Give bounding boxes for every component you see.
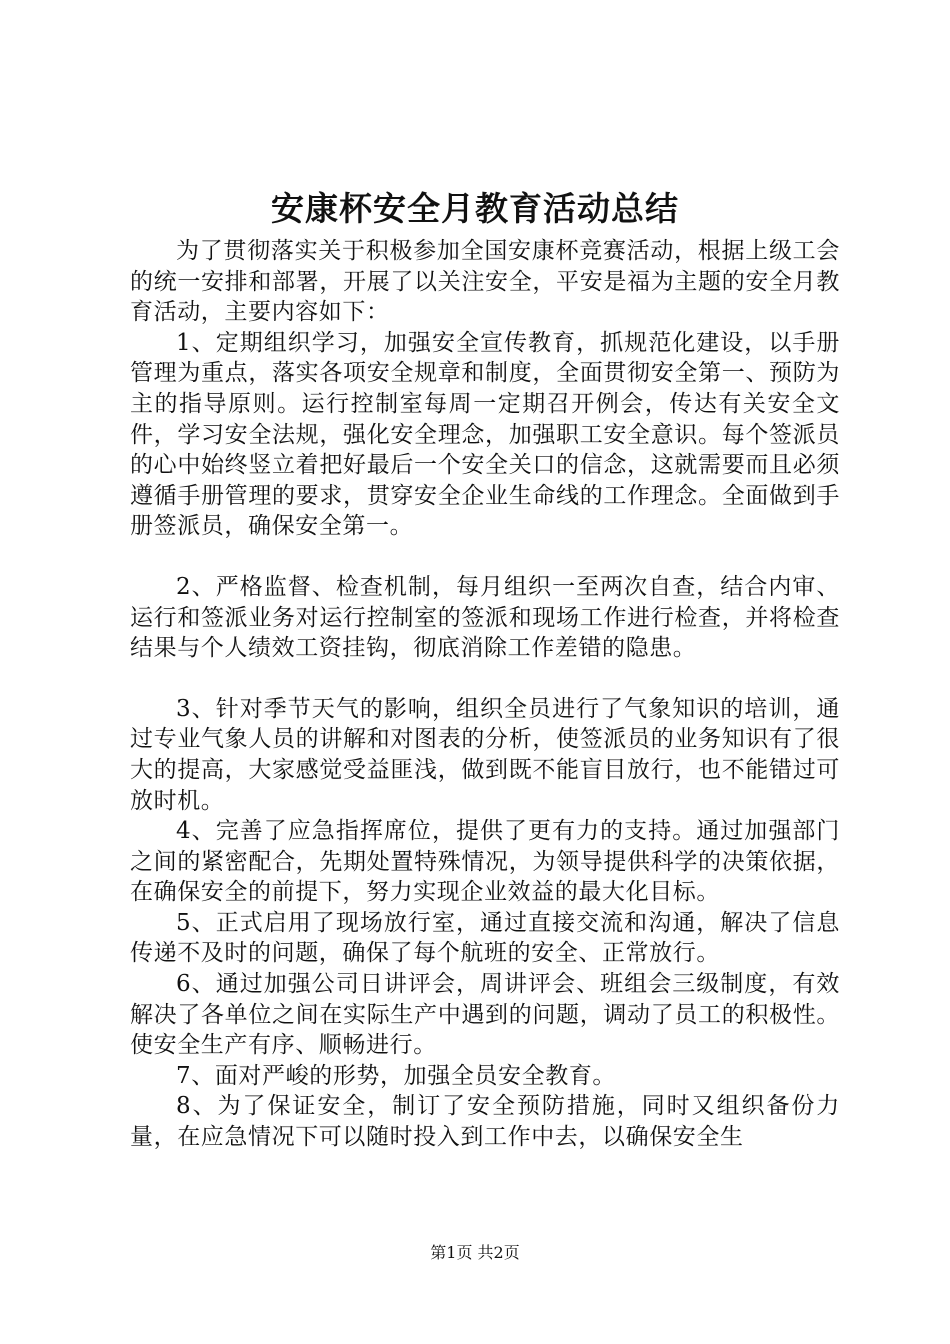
document-title: 安康杯安全月教育活动总结 bbox=[271, 189, 679, 228]
paragraph-item-7: 7、面对严峻的形势，加强全员安全教育。 bbox=[176, 1062, 617, 1089]
paragraph-item-2: 2、严格监督、检查机制，每月组织一至两次自查，结合内审、运行和签派业务对运行控制室的签派和现场工作进行检查，并将检查结果与个人绩效工资挂钩，彻底消除工作差错的隐患。 bbox=[130, 573, 840, 662]
paragraph-item-4: 4、完善了应急指挥席位，提供了更有力的支持。通过加强部门之间的紧密配合，先期处置特殊情况，为领导提供科学的决策依据，在确保安全的前提下，努力实现企业效益的最大化目标。 bbox=[130, 818, 840, 906]
paragraph-spacer bbox=[130, 664, 840, 694]
document-body bbox=[130, 236, 840, 1153]
page-number-footer: 第1页 共2页 bbox=[430, 1243, 520, 1262]
paragraph-item-5: 5、正式启用了现场放行室，通过直接交流和沟通，解决了信息传递不及时的问题，确保了每个航班的安全、正常放行。 bbox=[130, 909, 840, 967]
paragraph-item-6: 6、通过加强公司日讲评会，周讲评会、班组会三级制度，有效解决了各单位之间在实际生产中遇到的问题，调动了员工的积极性。使安全生产有序、顺畅进行。 bbox=[130, 971, 840, 1059]
paragraph-spacer bbox=[130, 542, 840, 572]
paragraph-item-1: 1、定期组织学习，加强安全宣传教育，抓规范化建设，以手册管理为重点，落实各项安全规章和制度，全面贯彻安全第一、预防为主的指导原则。运行控制室每周一定期召开例会，传达有关安全文件，学习安全法规，强化安全理念，加强职工安全意识。每个签派员的心中始终竖立着把好最后一个安全关口的信念，这就需要而且必须遵循手册管理的要求，贯穿安全企业生命线的工作理念。全面做到手册签派员，确保安全第一。 bbox=[130, 329, 840, 540]
intro-paragraph: 为了贯彻落实关于积极参加全国安康杯竞赛活动，根据上级工会的统一安排和部署，开展了以关注安全，平安是福为主题的安全月教育活动，主要内容如下： bbox=[130, 238, 840, 326]
paragraph-item-3: 3、针对季节天气的影响，组织全员进行了气象知识的培训，通过专业气象人员的讲解和对图表的分析，使签派员的业务知识有了很大的提高，大家感觉受益匪浅，做到既不能盲目放行，也不能错过可放时机。 bbox=[130, 695, 840, 814]
paragraph-item-8: 8、为了保证安全，制订了安全预防措施，同时又组织备份力量，在应急情况下可以随时投入到工作中去，以确保安全生 bbox=[130, 1093, 840, 1151]
